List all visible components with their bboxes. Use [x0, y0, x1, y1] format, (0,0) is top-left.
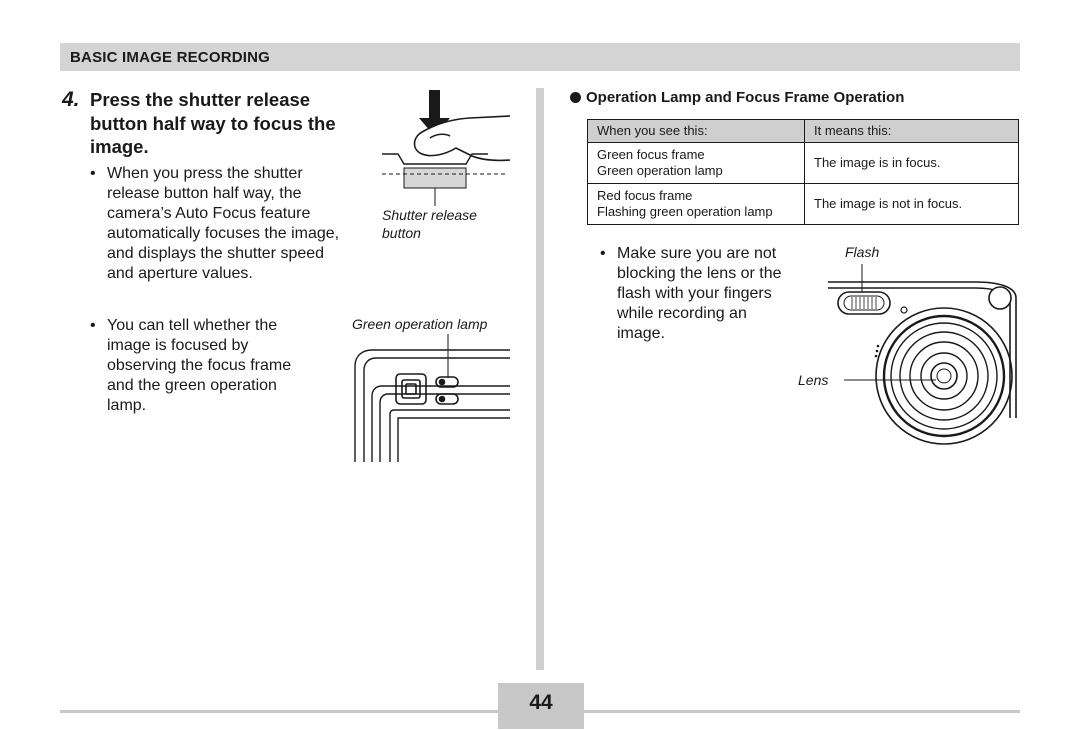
step-number: 4. — [62, 88, 80, 111]
bullet-dot: • — [90, 317, 96, 334]
shutter-release-illustration — [378, 88, 513, 193]
caption-line: button — [382, 225, 421, 241]
bullet-line: camera’s Auto Focus feature — [107, 205, 311, 222]
cell-line: Red focus frame — [597, 188, 693, 203]
section-header-bar — [60, 43, 1020, 71]
table-row — [588, 143, 1019, 184]
footer-rule-right — [584, 710, 1020, 713]
section-heading-text: Operation Lamp and Focus Frame Operation — [586, 89, 905, 106]
sensor-icon — [901, 307, 907, 313]
step-title-line: image. — [90, 136, 149, 157]
table-row — [588, 184, 1019, 225]
cell-line: Green operation lamp — [597, 163, 723, 178]
bullet-line: automatically focuses the image, — [107, 225, 340, 242]
bullet-circle-icon — [570, 92, 581, 103]
table-header-row — [588, 120, 1019, 143]
table-cell-means: The image is not in focus. — [805, 184, 1019, 225]
operation-lamp-icon — [436, 377, 458, 404]
bullet-line: and aperture values. — [107, 265, 253, 282]
bullet-line: release button half way, the — [107, 185, 302, 202]
table-header-cell: It means this: — [805, 120, 1019, 143]
table-header-cell: When you see this: — [588, 120, 805, 143]
bullet-focus-check — [90, 316, 330, 418]
bullet-autofocus — [90, 164, 370, 286]
section-heading — [570, 89, 904, 106]
bullet-text — [617, 244, 782, 344]
lamp-caption: Green operation lamp — [352, 316, 488, 332]
bullet-line: and the green operation — [107, 377, 277, 394]
bullet-dot: • — [600, 245, 606, 262]
table-cell-means: The image is in focus. — [805, 143, 1019, 184]
shutter-caption — [382, 206, 477, 242]
flash-icon — [838, 292, 890, 314]
step-title-line: button half way to focus the — [90, 112, 336, 134]
bullet-text — [107, 164, 339, 284]
bullet-line: Make sure you are not — [617, 245, 777, 262]
step-title — [90, 88, 365, 159]
af-assist-light-icon — [989, 287, 1011, 309]
lens-icon — [876, 308, 1012, 444]
table-cell-see — [588, 143, 805, 184]
bullet-line: image is focused by — [107, 337, 249, 354]
bullet-line: observing the focus frame — [107, 357, 292, 374]
cell-line: Flashing green operation lamp — [597, 204, 773, 219]
step-title-line: Press the shutter release — [90, 89, 311, 110]
camera-back-illustration — [352, 334, 512, 464]
bullet-text — [107, 316, 291, 416]
footer-rule-left — [60, 710, 498, 713]
viewfinder-icon — [396, 374, 426, 404]
lens-caption: Lens — [798, 372, 829, 388]
camera-front-illustration — [826, 258, 1022, 418]
page-number-block — [498, 683, 584, 729]
bullet-lens-flash — [600, 244, 800, 346]
bullet-line: image. — [617, 325, 666, 342]
focus-operation-table — [587, 119, 1019, 225]
section-header-title: BASIC IMAGE RECORDING — [70, 49, 271, 66]
column-divider — [536, 88, 544, 670]
bullet-line: flash with your fingers — [617, 285, 772, 302]
bullet-line: When you press the shutter — [107, 165, 303, 182]
flash-caption: Flash — [845, 244, 880, 260]
table-cell-see — [588, 184, 805, 225]
cell-line: Green focus frame — [597, 147, 705, 162]
bullet-line: You can tell whether the — [107, 317, 278, 334]
bullet-line: and displays the shutter speed — [107, 245, 325, 262]
bullet-line: while recording an — [617, 305, 747, 322]
caption-line: Shutter release — [382, 207, 477, 223]
bullet-line: lamp. — [107, 397, 147, 414]
page-number: 44 — [529, 691, 553, 714]
bullet-line: blocking the lens or the — [617, 265, 782, 282]
bullet-dot: • — [90, 165, 96, 182]
